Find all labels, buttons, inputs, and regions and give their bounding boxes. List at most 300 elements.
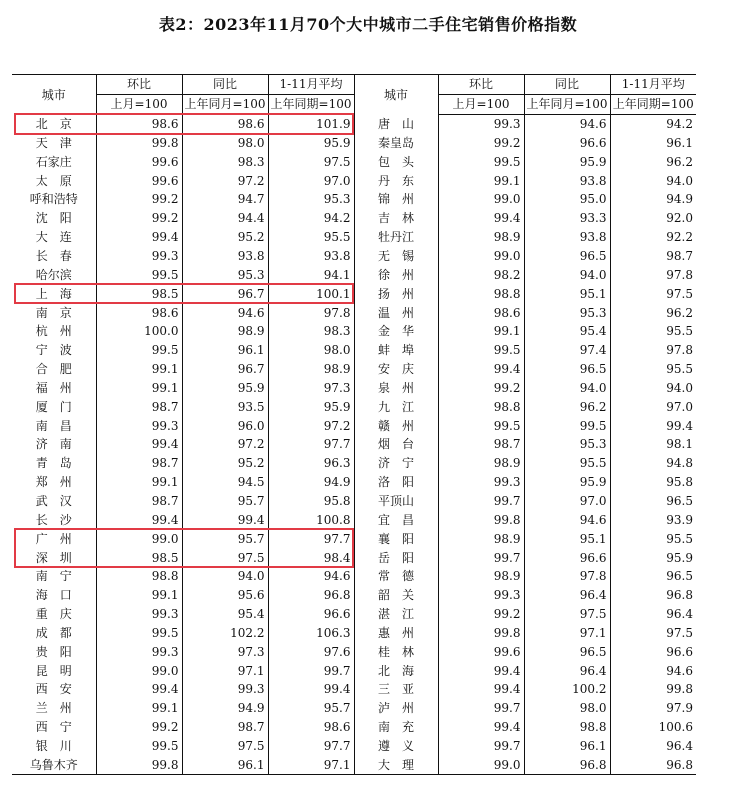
right-city-cell: 牡丹江: [354, 228, 438, 247]
right-city-cell: 惠 州: [354, 623, 438, 642]
left-tb-cell: 97.3: [182, 642, 268, 661]
left-city-cell: 青 岛: [35, 456, 72, 471]
right-city-cell: 徐 州: [354, 265, 438, 284]
right-avg-cell: 96.4: [610, 737, 696, 756]
right-hb-cell: 99.3: [438, 114, 524, 133]
table-row: [12, 642, 696, 661]
left-avg-cell: 98.0: [268, 341, 354, 360]
right-hb-cell: 99.7: [438, 548, 524, 567]
table-row: [12, 548, 696, 567]
table-row: [12, 209, 696, 228]
right-hb-cell: 98.2: [438, 265, 524, 284]
right-city-cell: 泸 州: [354, 699, 438, 718]
right-tb-cell: 95.3: [524, 303, 610, 322]
left-avg-cell: 97.7: [268, 529, 354, 548]
left-tb-cell: 95.4: [182, 605, 268, 624]
right-hb-cell: 98.7: [438, 435, 524, 454]
left-hb-cell: 98.7: [96, 492, 182, 511]
header-tb-right: 同比: [524, 75, 610, 95]
table-row: [12, 586, 696, 605]
left-city-cell: 南 京: [35, 305, 72, 320]
left-city-cell: 大 连: [35, 230, 72, 245]
right-avg-cell: 95.5: [610, 360, 696, 379]
left-avg-cell: 95.9: [268, 397, 354, 416]
left-hb-cell: 99.4: [96, 228, 182, 247]
right-tb-cell: 95.0: [524, 190, 610, 209]
left-tb-cell: 96.7: [182, 284, 268, 303]
left-hb-cell: 99.4: [96, 680, 182, 699]
left-avg-cell: 100.8: [268, 510, 354, 529]
left-hb-cell: 99.5: [96, 265, 182, 284]
left-hb-cell: 99.1: [96, 586, 182, 605]
left-city-cell: 呼和浩特: [29, 192, 78, 207]
table-row: [12, 190, 696, 209]
left-hb-cell: 99.5: [96, 737, 182, 756]
right-tb-cell: 97.8: [524, 567, 610, 586]
right-city-cell: 蚌 埠: [354, 341, 438, 360]
table-row: [12, 247, 696, 266]
left-tb-cell: 95.2: [182, 228, 268, 247]
left-city-cell: 深 圳: [35, 550, 72, 565]
right-city-cell: 包 头: [354, 152, 438, 171]
right-city-cell: 北 海: [354, 661, 438, 680]
right-tb-cell: 96.1: [524, 737, 610, 756]
left-city-cell: 宁 波: [35, 343, 72, 358]
right-tb-cell: 93.3: [524, 209, 610, 228]
right-tb-cell: 96.8: [524, 755, 610, 774]
right-hb-cell: 99.4: [438, 680, 524, 699]
left-tb-cell: 94.9: [182, 699, 268, 718]
table-row: [12, 171, 696, 190]
right-tb-cell: 96.6: [524, 548, 610, 567]
left-tb-cell: 97.2: [182, 435, 268, 454]
left-city-cell: 南 宁: [35, 569, 72, 584]
right-tb-cell: 100.2: [524, 680, 610, 699]
right-tb-cell: 97.0: [524, 492, 610, 511]
left-avg-cell: 94.2: [268, 209, 354, 228]
table-row: [12, 360, 696, 379]
right-avg-cell: 95.5: [610, 322, 696, 341]
right-hb-cell: 99.1: [438, 171, 524, 190]
right-tb-cell: 94.0: [524, 265, 610, 284]
left-city-cell: 北 京: [35, 116, 72, 131]
right-hb-cell: 99.4: [438, 718, 524, 737]
left-hb-cell: 98.6: [96, 114, 182, 133]
left-avg-cell: 97.7: [268, 737, 354, 756]
left-tb-cell: 97.5: [182, 737, 268, 756]
left-avg-cell: 94.9: [268, 473, 354, 492]
left-tb-cell: 95.7: [182, 529, 268, 548]
right-city-cell: 扬 州: [354, 284, 438, 303]
table-row: [12, 228, 696, 247]
right-avg-cell: 96.5: [610, 567, 696, 586]
left-city-cell: 乌鲁木齐: [12, 755, 96, 774]
right-hb-cell: 99.4: [438, 209, 524, 228]
right-tb-cell: 95.5: [524, 454, 610, 473]
header-hb-sub-right: 上月=100: [438, 94, 524, 114]
right-tb-cell: 98.8: [524, 718, 610, 737]
left-city-cell: 石家庄: [35, 154, 72, 169]
table-row: [12, 416, 696, 435]
left-tb-cell: 96.1: [182, 755, 268, 774]
left-city-cell: 成 都: [35, 625, 72, 640]
left-city-cell: 西 宁: [35, 720, 72, 735]
right-hb-cell: 98.9: [438, 529, 524, 548]
left-city-cell: 广 州: [35, 531, 72, 546]
right-tb-cell: 96.6: [524, 134, 610, 153]
left-city-cell: 哈尔滨: [35, 267, 72, 282]
header-tb-sub-right: 上年同月=100: [524, 94, 610, 114]
right-avg-cell: 96.8: [610, 586, 696, 605]
table-row: [12, 397, 696, 416]
left-avg-cell: 96.6: [268, 605, 354, 624]
right-hb-cell: 98.8: [438, 284, 524, 303]
table-row: [12, 303, 696, 322]
right-avg-cell: 100.6: [610, 718, 696, 737]
right-city-cell: 吉 林: [354, 209, 438, 228]
right-tb-cell: 96.5: [524, 247, 610, 266]
left-tb-cell: 102.2: [182, 623, 268, 642]
left-city-cell: 厦 门: [35, 399, 72, 414]
left-city-cell: 杭 州: [35, 324, 72, 339]
left-tb-cell: 97.1: [182, 661, 268, 680]
left-city-cell: 长 春: [35, 249, 72, 264]
right-hb-cell: 99.5: [438, 152, 524, 171]
left-tb-cell: 95.7: [182, 492, 268, 511]
left-avg-cell: 95.9: [268, 134, 354, 153]
left-avg-cell: 106.3: [268, 623, 354, 642]
right-hb-cell: 98.9: [438, 454, 524, 473]
table-body: [12, 114, 696, 775]
left-tb-cell: 93.5: [182, 397, 268, 416]
left-avg-cell: 97.7: [268, 435, 354, 454]
left-hb-cell: 99.1: [96, 379, 182, 398]
right-tb-cell: 99.5: [524, 416, 610, 435]
left-city-cell: 重 庆: [35, 607, 72, 622]
right-avg-cell: 92.0: [610, 209, 696, 228]
right-city-cell: 襄 阳: [354, 529, 438, 548]
header-avg-sub-right: 上年同期=100: [610, 94, 696, 114]
right-avg-cell: 93.9: [610, 510, 696, 529]
right-city-cell: 烟 台: [354, 435, 438, 454]
left-city-cell: 济 南: [35, 437, 72, 452]
right-tb-cell: 95.9: [524, 152, 610, 171]
left-hb-cell: 99.0: [96, 529, 182, 548]
right-city-cell: 桂 林: [354, 642, 438, 661]
header-tb-sub-left: 上年同月=100: [182, 94, 268, 114]
header-city-left: 城市: [12, 75, 96, 115]
left-avg-cell: 97.1: [268, 755, 354, 774]
right-avg-cell: 98.7: [610, 247, 696, 266]
right-hb-cell: 99.1: [438, 322, 524, 341]
right-avg-cell: 97.8: [610, 265, 696, 284]
right-city-cell: 锦 州: [354, 190, 438, 209]
right-hb-cell: 99.5: [438, 341, 524, 360]
right-avg-cell: 94.9: [610, 190, 696, 209]
left-hb-cell: 99.6: [96, 171, 182, 190]
left-hb-cell: 99.6: [96, 152, 182, 171]
left-city-cell: 郑 州: [35, 475, 72, 490]
left-tb-cell: 98.9: [182, 322, 268, 341]
left-hb-cell: 99.3: [96, 605, 182, 624]
right-avg-cell: 96.2: [610, 303, 696, 322]
left-hb-cell: 99.5: [96, 623, 182, 642]
left-tb-cell: 99.4: [182, 510, 268, 529]
left-tb-cell: 99.3: [182, 680, 268, 699]
left-city-cell: 海 口: [35, 588, 72, 603]
header-avg-right: 1-11月平均: [610, 75, 696, 95]
right-avg-cell: 97.5: [610, 284, 696, 303]
right-hb-cell: 99.0: [438, 190, 524, 209]
left-avg-cell: 96.3: [268, 454, 354, 473]
right-city-cell: 赣 州: [354, 416, 438, 435]
left-hb-cell: 99.8: [96, 134, 182, 153]
right-tb-cell: 96.5: [524, 360, 610, 379]
page-title: 表2：2023年11月70个大中城市二手住宅销售价格指数: [158, 15, 578, 34]
right-city-cell: 济 宁: [354, 454, 438, 473]
left-avg-cell: 95.3: [268, 190, 354, 209]
right-tb-cell: 95.1: [524, 284, 610, 303]
left-hb-cell: 100.0: [96, 322, 182, 341]
left-tb-cell: 98.3: [182, 152, 268, 171]
right-city-cell: 丹 东: [354, 171, 438, 190]
right-city-cell: 泉 州: [354, 379, 438, 398]
right-hb-cell: 99.4: [438, 360, 524, 379]
table-row: [12, 567, 696, 586]
right-hb-cell: 99.7: [438, 699, 524, 718]
left-avg-cell: 95.7: [268, 699, 354, 718]
left-hb-cell: 99.3: [96, 642, 182, 661]
left-avg-cell: 97.5: [268, 152, 354, 171]
right-tb-cell: 95.1: [524, 529, 610, 548]
right-city-cell: 无 锡: [354, 247, 438, 266]
left-city-cell: 长 沙: [35, 512, 72, 527]
right-tb-cell: 93.8: [524, 171, 610, 190]
left-city-cell: 昆 明: [35, 663, 72, 678]
left-avg-cell: 98.3: [268, 322, 354, 341]
left-hb-cell: 98.5: [96, 548, 182, 567]
right-city-cell: 唐 山: [354, 114, 438, 133]
right-tb-cell: 93.8: [524, 228, 610, 247]
right-hb-cell: 99.5: [438, 416, 524, 435]
left-city-cell: 南 昌: [35, 418, 72, 433]
right-city-cell: 湛 江: [354, 605, 438, 624]
table-row: [12, 699, 696, 718]
table-row: [12, 529, 696, 548]
table-row: [12, 680, 696, 699]
table-row: [12, 473, 696, 492]
right-city-cell: 九 江: [354, 397, 438, 416]
right-hb-cell: 99.2: [438, 134, 524, 153]
left-hb-cell: 99.2: [96, 209, 182, 228]
left-city-cell: 武 汉: [35, 493, 72, 508]
left-avg-cell: 97.3: [268, 379, 354, 398]
right-hb-cell: 99.6: [438, 642, 524, 661]
right-city-cell: 大 理: [354, 755, 438, 774]
right-tb-cell: 97.1: [524, 623, 610, 642]
left-city-cell: 福 州: [35, 380, 72, 395]
right-city-cell: 金 华: [354, 322, 438, 341]
right-avg-cell: 92.2: [610, 228, 696, 247]
left-hb-cell: 99.1: [96, 699, 182, 718]
right-avg-cell: 97.5: [610, 623, 696, 642]
left-avg-cell: 100.1: [268, 284, 354, 303]
right-tb-cell: 96.4: [524, 661, 610, 680]
left-avg-cell: 94.1: [268, 265, 354, 284]
table-row: [12, 134, 696, 153]
header-hb-right: 环比: [438, 75, 524, 95]
right-avg-cell: 94.8: [610, 454, 696, 473]
right-city-cell: 南 充: [354, 718, 438, 737]
left-tb-cell: 95.3: [182, 265, 268, 284]
right-city-cell: 韶 关: [354, 586, 438, 605]
right-city-cell: 秦皇岛: [354, 134, 438, 153]
header-city-right: 城市: [354, 75, 438, 115]
header-hb-sub-left: 上月=100: [96, 94, 182, 114]
right-avg-cell: 94.0: [610, 171, 696, 190]
left-tb-cell: 96.0: [182, 416, 268, 435]
table-row: [12, 623, 696, 642]
right-hb-cell: 99.4: [438, 661, 524, 680]
right-city-cell: 安 庆: [354, 360, 438, 379]
right-tb-cell: 94.0: [524, 379, 610, 398]
table-row: [12, 661, 696, 680]
left-hb-cell: 99.1: [96, 473, 182, 492]
left-hb-cell: 99.4: [96, 435, 182, 454]
left-hb-cell: 99.3: [96, 247, 182, 266]
right-avg-cell: 94.6: [610, 661, 696, 680]
left-city-cell: 西 安: [35, 682, 72, 697]
left-avg-cell: 97.6: [268, 642, 354, 661]
right-hb-cell: 99.3: [438, 586, 524, 605]
left-tb-cell: 94.6: [182, 303, 268, 322]
right-avg-cell: 98.1: [610, 435, 696, 454]
table-row: [12, 152, 696, 171]
left-tb-cell: 98.7: [182, 718, 268, 737]
right-avg-cell: 99.8: [610, 680, 696, 699]
right-hb-cell: 99.2: [438, 605, 524, 624]
left-hb-cell: 99.8: [96, 755, 182, 774]
right-city-cell: 洛 阳: [354, 473, 438, 492]
left-avg-cell: 94.6: [268, 567, 354, 586]
table-row: [12, 284, 696, 303]
left-avg-cell: 97.0: [268, 171, 354, 190]
table-row: [12, 737, 696, 756]
left-city-cell: 合 肥: [35, 362, 72, 377]
right-avg-cell: 96.1: [610, 134, 696, 153]
price-index-table: [12, 74, 696, 775]
left-tb-cell: 97.5: [182, 548, 268, 567]
right-tb-cell: 97.4: [524, 341, 610, 360]
left-tb-cell: 96.7: [182, 360, 268, 379]
table-row: [12, 755, 696, 774]
right-tb-cell: 96.2: [524, 397, 610, 416]
right-avg-cell: 97.9: [610, 699, 696, 718]
left-hb-cell: 98.8: [96, 567, 182, 586]
left-tb-cell: 98.0: [182, 134, 268, 153]
right-tb-cell: 95.3: [524, 435, 610, 454]
table-row: [12, 435, 696, 454]
right-hb-cell: 99.8: [438, 623, 524, 642]
left-hb-cell: 99.2: [96, 718, 182, 737]
left-avg-cell: 99.4: [268, 680, 354, 699]
right-tb-cell: 95.9: [524, 473, 610, 492]
left-city-cell: 贵 阳: [35, 644, 72, 659]
right-avg-cell: 94.0: [610, 379, 696, 398]
right-hb-cell: 99.8: [438, 510, 524, 529]
right-hb-cell: 98.9: [438, 567, 524, 586]
left-hb-cell: 98.7: [96, 454, 182, 473]
header-avg-left: 1-11月平均: [268, 75, 354, 95]
right-city-cell: 宜 昌: [354, 510, 438, 529]
left-city-cell: 天 津: [35, 135, 72, 150]
right-avg-cell: 96.6: [610, 642, 696, 661]
right-avg-cell: 95.8: [610, 473, 696, 492]
table-row: [12, 265, 696, 284]
right-tb-cell: 96.5: [524, 642, 610, 661]
left-tb-cell: 95.9: [182, 379, 268, 398]
left-tb-cell: 96.1: [182, 341, 268, 360]
header-hb-left: 环比: [96, 75, 182, 95]
table-row: [12, 341, 696, 360]
left-avg-cell: 95.8: [268, 492, 354, 511]
left-tb-cell: 94.4: [182, 209, 268, 228]
right-avg-cell: 97.8: [610, 341, 696, 360]
right-hb-cell: 98.6: [438, 303, 524, 322]
left-avg-cell: 97.8: [268, 303, 354, 322]
left-tb-cell: 94.0: [182, 567, 268, 586]
right-city-cell: 常 德: [354, 567, 438, 586]
left-avg-cell: 97.2: [268, 416, 354, 435]
right-hb-cell: 99.0: [438, 755, 524, 774]
left-avg-cell: 101.9: [268, 114, 354, 133]
left-hb-cell: 98.7: [96, 397, 182, 416]
right-tb-cell: 96.4: [524, 586, 610, 605]
right-tb-cell: 95.4: [524, 322, 610, 341]
left-tb-cell: 98.6: [182, 114, 268, 133]
right-city-cell: 温 州: [354, 303, 438, 322]
left-avg-cell: 95.5: [268, 228, 354, 247]
right-city-cell: 三 亚: [354, 680, 438, 699]
right-city-cell: 遵 义: [354, 737, 438, 756]
left-avg-cell: 98.6: [268, 718, 354, 737]
right-avg-cell: 95.9: [610, 548, 696, 567]
left-tb-cell: 95.6: [182, 586, 268, 605]
right-hb-cell: 99.3: [438, 473, 524, 492]
table-row: [12, 322, 696, 341]
right-hb-cell: 99.0: [438, 247, 524, 266]
table-row: [12, 379, 696, 398]
right-avg-cell: 95.5: [610, 529, 696, 548]
right-hb-cell: 98.8: [438, 397, 524, 416]
left-avg-cell: 99.7: [268, 661, 354, 680]
right-avg-cell: 96.4: [610, 605, 696, 624]
header-tb-left: 同比: [182, 75, 268, 95]
table-row: [12, 718, 696, 737]
right-avg-cell: 96.2: [610, 152, 696, 171]
right-tb-cell: 98.0: [524, 699, 610, 718]
left-city-cell: 兰 州: [35, 701, 72, 716]
right-hb-cell: 98.9: [438, 228, 524, 247]
left-tb-cell: 95.2: [182, 454, 268, 473]
left-tb-cell: 93.8: [182, 247, 268, 266]
left-city-cell: 太 原: [35, 173, 72, 188]
right-avg-cell: 94.2: [610, 114, 696, 133]
right-city-cell: 平顶山: [354, 492, 438, 511]
table-row: [12, 492, 696, 511]
left-avg-cell: 98.9: [268, 360, 354, 379]
left-hb-cell: 99.0: [96, 661, 182, 680]
